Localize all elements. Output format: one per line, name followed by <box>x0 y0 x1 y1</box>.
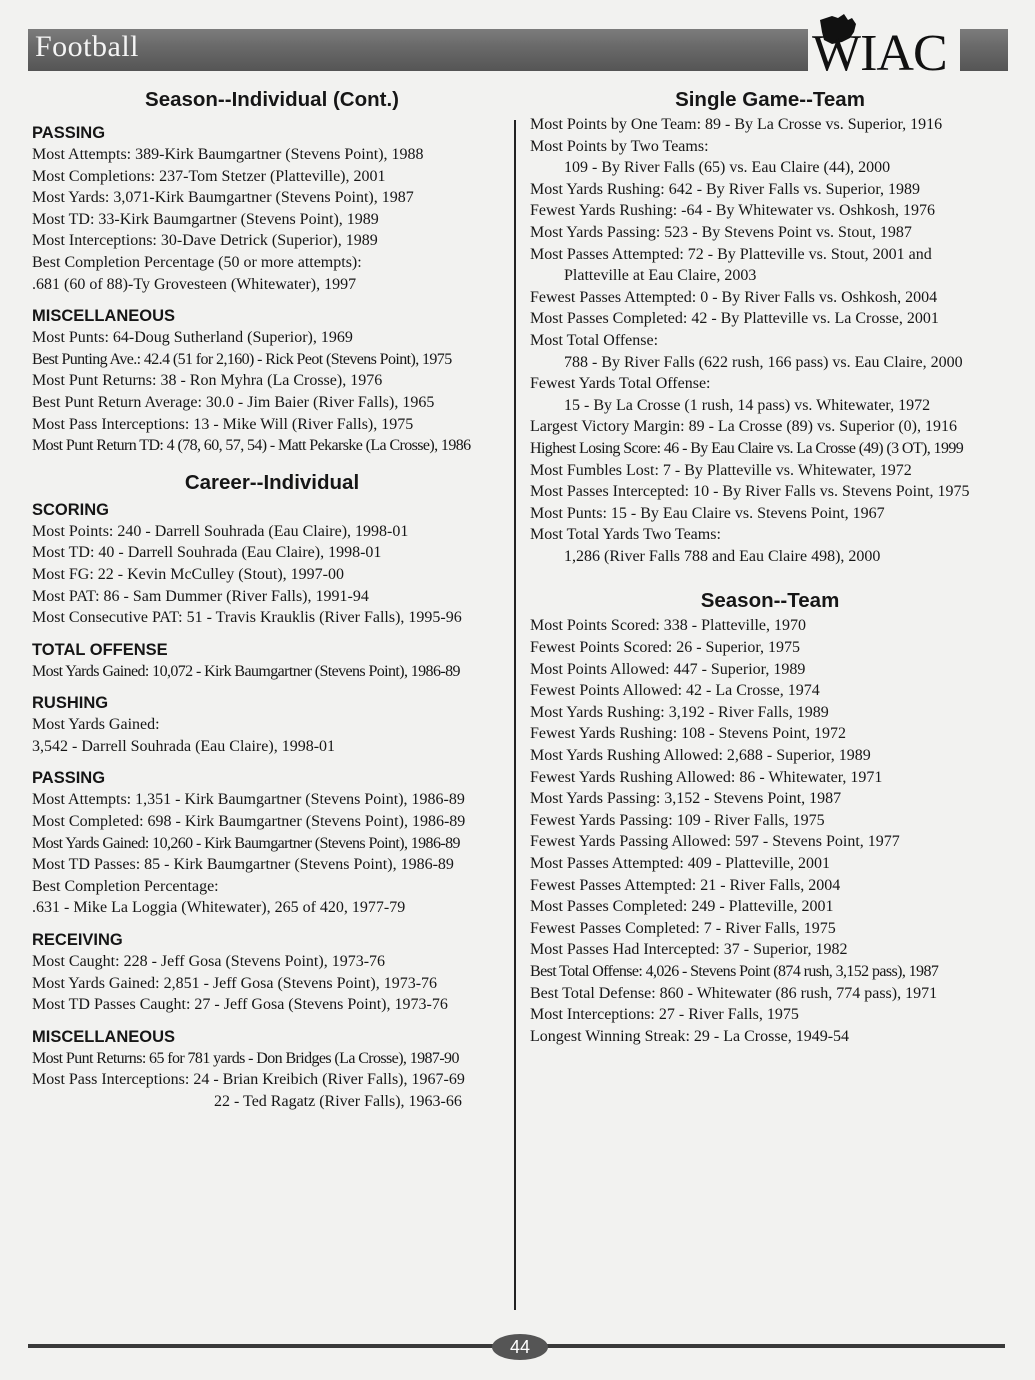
list-item: Best Punt Return Average: 30.0 - Jim Baier (River Falls), 1965 <box>32 393 435 411</box>
list-item: .681 (60 of 88)-Ty Grovesteen (Whitewater), 1997 <box>32 275 357 293</box>
list-item: Most Interceptions: 30-Dave Detrick (Superior), 1989 <box>32 232 378 250</box>
list-item: Fewest Passes Completed: 7 - River Falls, 1975 <box>530 919 836 937</box>
wiac-logo: WIAC <box>812 25 947 82</box>
list-item: .631 - Mike La Loggia (Whitewater), 265 of 420, 1977-79 <box>32 899 406 917</box>
left-column <box>32 88 512 1113</box>
list-item: Most Passes Completed: 42 - By Platteville vs. La Crosse, 2001 <box>530 310 939 328</box>
list-item: Fewest Passes Attempted: 0 - By River Falls vs. Oshkosh, 2004 <box>530 288 938 306</box>
header-title: Football <box>35 30 140 63</box>
list-item: Fewest Points Allowed: 42 - La Crosse, 1974 <box>530 682 820 700</box>
list-item: Most Yards Gained: 10,260 - Kirk Baumgartner (Stevens Point), 1986-89 <box>32 834 460 852</box>
single-game-list <box>530 114 1010 567</box>
scoring-heading: SCORING <box>32 500 110 519</box>
list-item: Largest Victory Margin: 89 - La Crosse (89) vs. Superior (0), 1916 <box>530 418 957 436</box>
rushing-list <box>32 714 512 757</box>
list-item: Most TD: 33-Kirk Baumgartner (Stevens Point), 1989 <box>32 210 379 228</box>
list-item: Most Yards Gained: 2,851 - Jeff Gosa (Stevens Point), 1973-76 <box>32 974 438 992</box>
list-item: Most Points: 240 - Darrell Souhrada (Eau Claire), 1998-01 <box>32 522 409 540</box>
list-item: Best Punting Ave.: 42.4 (51 for 2,160) - Rick Peot (Stevens Point), 1975 <box>32 350 452 368</box>
single-game-team-title: Single Game--Team <box>675 88 865 111</box>
list-item: Most Caught: 228 - Jeff Gosa (Stevens Point), 1973-76 <box>32 953 386 971</box>
list-item: Most Yards Passing: 3,152 - Stevens Point, 1987 <box>530 790 842 808</box>
list-item: Most Interceptions: 27 - River Falls, 1975 <box>530 1006 799 1024</box>
list-item: Most Punts: 64-Doug Sutherland (Superior), 1969 <box>32 329 353 347</box>
list-item: Most Completions: 237-Tom Stetzer (Platteville), 2001 <box>32 167 386 185</box>
receiving-list <box>32 951 512 1016</box>
list-item: Fewest Passes Attempted: 21 - River Falls, 2004 <box>530 876 841 894</box>
list-item: Fewest Yards Rushing: 108 - Stevens Point, 1972 <box>530 725 847 743</box>
list-item: Platteville at Eau Claire, 2003 <box>564 267 757 285</box>
list-item: Most TD Passes Caught: 27 - Jeff Gosa (Stevens Point), 1973-76 <box>32 996 448 1014</box>
list-item: Most Yards Rushing: 642 - By River Falls vs. Superior, 1989 <box>530 180 921 198</box>
list-item: Most PAT: 86 - Sam Dummer (River Falls), 1991-94 <box>32 587 369 605</box>
list-item: Fewest Yards Rushing Allowed: 86 - Whitewater, 1971 <box>530 768 883 786</box>
right-column <box>530 88 1010 1047</box>
list-item: 1,286 (River Falls 788 and Eau Claire 498), 2000 <box>564 547 881 565</box>
miscellaneous-list <box>32 327 512 457</box>
list-item: 22 - Ted Ragatz (River Falls), 1963-66 <box>214 1093 462 1110</box>
list-item: Fewest Yards Passing: 109 - River Falls, 1975 <box>530 811 825 829</box>
list-item: Most Passes Attempted: 409 - Platteville, 2001 <box>530 855 830 872</box>
list-item: Best Total Defense: 860 - Whitewater (86 rush, 774 pass), 1971 <box>530 984 938 1002</box>
list-item: Most Passes Attempted: 72 - By Platteville vs. Stout, 2001 and <box>530 245 932 263</box>
list-item: Most Points by One Team: 89 - By La Crosse vs. Superior, 1916 <box>530 116 943 133</box>
career-individual-title: Career--Individual <box>184 470 360 494</box>
career-miscellaneous-list <box>32 1048 512 1113</box>
list-item: Most Yards Gained: 10,072 - Kirk Baumgartner (Stevens Point), 1986-89 <box>32 662 460 680</box>
list-item: Most Points by Two Teams: <box>530 137 709 155</box>
list-item: Best Completion Percentage: <box>32 877 219 895</box>
list-item: Most Punt Return TD: 4 (78, 60, 57, 54) - Matt Pekarske (La Crosse), 1986 <box>32 437 471 455</box>
list-item: Most Passes Completed: 249 - Platteville, 2001 <box>530 898 834 916</box>
list-item: 3,542 - Darrell Souhrada (Eau Claire), 1998-01 <box>32 737 336 755</box>
list-item: Most Attempts: 389-Kirk Baumgartner (Stevens Point), 1988 <box>32 146 424 163</box>
list-item: Most Attempts: 1,351 - Kirk Baumgartner (Stevens Point), 1986-89 <box>32 791 465 809</box>
list-item: Fewest Yards Rushing: -64 - By Whitewater vs. Oshkosh, 1976 <box>530 202 936 220</box>
list-item: Most Points Allowed: 447 - Superior, 1989 <box>530 660 806 678</box>
season-team-title: Season--Team <box>700 589 840 613</box>
receiving-heading: RECEIVING <box>32 931 123 950</box>
list-item: 109 - By River Falls (65) vs. Eau Claire (44), 2000 <box>564 159 891 177</box>
passing-heading: PASSING <box>32 124 106 142</box>
list-item: Most Yards Rushing Allowed: 2,688 - Superior, 1989 <box>530 747 871 765</box>
list-item: Longest Winning Streak: 29 - La Crosse, 1949-54 <box>530 1027 850 1045</box>
career-passing-heading: PASSING <box>32 769 106 788</box>
list-item: Most TD Passes: 85 - Kirk Baumgartner (Stevens Point), 1986-89 <box>32 856 454 874</box>
career-miscellaneous-heading: MISCELLANEOUS <box>32 1027 176 1046</box>
list-item: Most Yards Rushing: 3,192 - River Falls, 1989 <box>530 703 829 721</box>
scoring-list <box>32 521 512 629</box>
list-item: Best Completion Percentage (50 or more attempts): <box>32 253 362 271</box>
list-item: Most Punt Returns: 65 for 781 yards - Don Bridges (La Crosse), 1987-90 <box>32 1049 459 1067</box>
list-item: Most Yards Passing: 523 - By Stevens Point vs. Stout, 1987 <box>530 223 912 241</box>
list-item: 15 - By La Crosse (1 rush, 14 pass) vs. Whitewater, 1972 <box>564 396 931 414</box>
list-item: Most Yards: 3,071-Kirk Baumgartner (Stevens Point), 1987 <box>32 189 414 207</box>
list-item: 788 - By River Falls (622 rush, 166 pass) vs. Eau Claire, 2000 <box>564 353 963 371</box>
list-item: Fewest Yards Total Offense: <box>530 375 711 393</box>
list-item: Most Punts: 15 - By Eau Claire vs. Stevens Point, 1967 <box>530 504 885 522</box>
list-item: Highest Losing Score: 46 - By Eau Claire vs. La Crosse (49) (3 OT), 1999 <box>530 439 964 457</box>
list-item: Most Pass Interceptions: 13 - Mike Will (River Falls), 1975 <box>32 415 414 433</box>
list-item: Most Pass Interceptions: 24 - Brian Kreibich (River Falls), 1967-69 <box>32 1071 465 1089</box>
list-item: Fewest Yards Passing Allowed: 597 - Stevens Point, 1977 <box>530 833 900 851</box>
rushing-heading: RUSHING <box>32 694 109 713</box>
career-passing-list <box>32 789 512 919</box>
column-divider <box>514 120 516 1310</box>
total-offense-heading: TOTAL OFFENSE <box>32 640 168 659</box>
list-item: Most Yards Gained: <box>32 716 160 734</box>
list-item: Most Passes Had Intercepted: 37 - Superior, 1982 <box>530 941 848 959</box>
miscellaneous-heading: MISCELLANEOUS <box>32 307 176 326</box>
list-item: Most Points Scored: 338 - Platteville, 1970 <box>530 617 806 635</box>
list-item: Most Punt Returns: 38 - Ron Myhra (La Crosse), 1976 <box>32 372 383 390</box>
list-item: Most Fumbles Lost: 7 - By Platteville vs. Whitewater, 1972 <box>530 461 912 479</box>
list-item: Most Consecutive PAT: 51 - Travis Krauklis (River Falls), 1995-96 <box>32 609 462 627</box>
season-individual-title: Season--Individual (Cont.) <box>145 88 399 111</box>
season-team-list <box>530 615 1010 1047</box>
page-number: 44 <box>492 1334 548 1360</box>
list-item: Most FG: 22 - Kevin McCulley (Stout), 1997-00 <box>32 565 344 583</box>
list-item: Most Passes Intercepted: 10 - By River Falls vs. Stevens Point, 1975 <box>530 483 970 501</box>
passing-list <box>32 144 512 295</box>
list-item: Most TD: 40 - Darrell Souhrada (Eau Claire), 1998-01 <box>32 544 382 562</box>
list-item: Most Total Yards Two Teams: <box>530 526 721 544</box>
list-item: Best Total Offense: 4,026 - Stevens Point (874 rush, 3,152 pass), 1987 <box>530 962 939 980</box>
total-offense-list <box>32 661 512 683</box>
list-item: Fewest Points Scored: 26 - Superior, 1975 <box>530 639 801 657</box>
list-item: Most Completed: 698 - Kirk Baumgartner (Stevens Point), 1986-89 <box>32 813 466 831</box>
list-item: Most Total Offense: <box>530 331 659 349</box>
